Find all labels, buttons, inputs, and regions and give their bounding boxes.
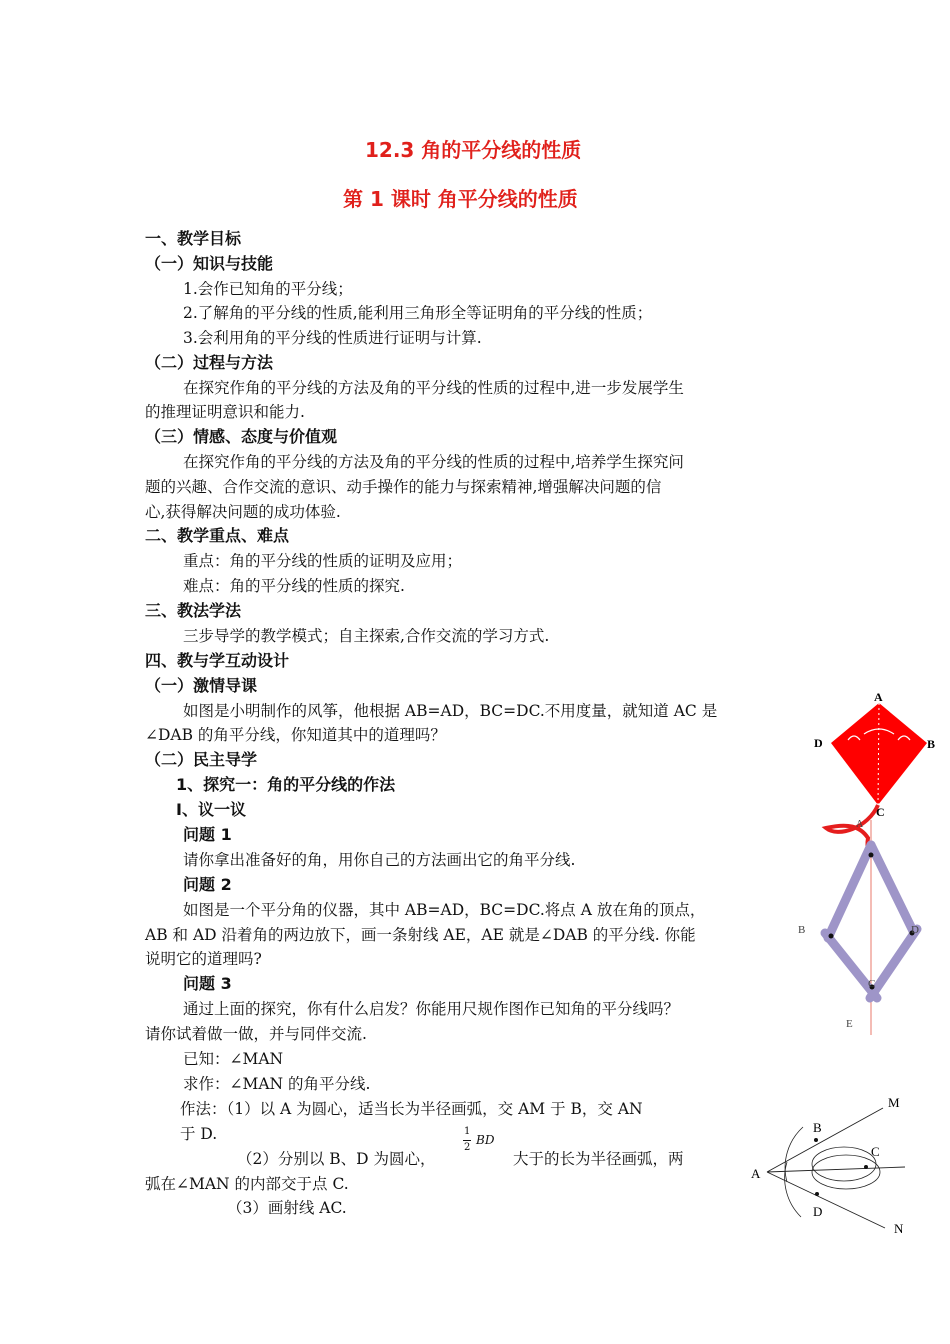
subsection-heading: （二）过程与方法: [145, 353, 274, 372]
paragraph-line: 请你拿出准备好的角，用你自己的方法画出它的角平分线.: [183, 851, 576, 869]
device-label-e: E: [846, 1018, 853, 1030]
paragraph-line: AB 和 AD 沿着角的两边放下，画一条射线 AE，AE 就是∠DAB 的平分线. 你能: [145, 926, 696, 944]
subsection-heading: （三）情感、态度与价值观: [145, 427, 338, 446]
kite-label-d: D: [814, 736, 823, 750]
arc-bd-left-2: [785, 1162, 801, 1217]
device-label-c: C: [868, 978, 876, 990]
paragraph-line: 通过上面的探究，你有什么启发？你能用尺规作图作已知角的平分线吗？: [183, 1000, 680, 1018]
page-title: 12.3 角的平分线的性质: [365, 138, 582, 162]
paragraph-line: 说明它的道理吗?: [145, 950, 262, 968]
bar-ad: [871, 845, 914, 933]
list-item: 1.会作已知角的平分线；: [183, 280, 353, 298]
ray-ac: [767, 1167, 905, 1172]
fraction-variable: BD: [476, 1133, 495, 1147]
paragraph-line: 的推理证明意识和能力.: [145, 403, 305, 421]
point-d: [815, 1192, 819, 1196]
pivot-a: [869, 853, 874, 858]
construction-figure: [745, 1092, 920, 1237]
pivot-b: [829, 934, 834, 939]
bar-ab: [828, 845, 871, 938]
section-heading-3: 三、教法学法: [145, 601, 242, 620]
method-line: 作法：（1）以 A 为圆心，适当长为半径画弧，交 AM 于 B，交 AN: [180, 1100, 643, 1118]
ray-am: [767, 1108, 883, 1172]
explore-heading: 1、探究一：角的平分线的作法: [176, 775, 396, 794]
arc-bd-left: [785, 1127, 803, 1182]
question-label: 问题 3: [183, 974, 232, 993]
construct-label-b: B: [813, 1120, 822, 1135]
known-line: 已知：∠MAN: [183, 1050, 284, 1068]
construct-label-c: C: [871, 1144, 880, 1159]
method-step-2-end: 弧在∠MAN 的内部交于点 C.: [145, 1175, 349, 1193]
method-step-2-cont: 大于的长为半径画弧，两: [513, 1150, 684, 1168]
kite-label-c: C: [876, 805, 885, 819]
paragraph-line: 如图是一个平分角的仪器，其中 AB=AD，BC=DC.将点 A 放在角的顶点，: [183, 901, 706, 919]
subsection-heading: （二）民主导学: [145, 750, 258, 769]
find-line: 求作：∠MAN 的角平分线.: [183, 1075, 371, 1093]
paragraph-line: 在探究作角的平分线的方法及角的平分线的性质的过程中,培养学生探究问: [183, 453, 684, 471]
subsection-heading: （一）知识与技能: [145, 254, 274, 273]
point-b: [814, 1138, 818, 1142]
section-heading-4: 四、教与学互动设计: [145, 651, 290, 670]
fraction-numerator: 1: [464, 1126, 471, 1137]
construct-label-a: A: [751, 1166, 761, 1181]
paragraph-line: 三步导学的教学模式；自主探索,合作交流的学习方式.: [183, 627, 550, 645]
method-line: 于 D.: [180, 1125, 218, 1143]
construct-label-d: D: [813, 1204, 823, 1219]
question-label: 问题 2: [183, 875, 232, 894]
page-subtitle: 第 1 课时 角平分线的性质: [343, 187, 578, 211]
section-heading-2: 二、教学重点、难点: [145, 526, 290, 545]
kite-label-b: B: [927, 737, 936, 751]
paragraph-line: 请你试着做一做，并与同伴交流.: [145, 1025, 367, 1043]
key-point: 重点：角的平分线的性质的证明及应用；: [183, 552, 463, 570]
paragraph-line: 如图是小明制作的风筝，他根据 AB=AD，BC=DC.不用度量，就知道 AC 是: [183, 702, 718, 720]
paragraph-line: 题的兴趣、合作交流的意识、动手操作的能力与探索精神,增强解决问题的信: [145, 478, 662, 496]
subsection-heading: （一）激情导课: [145, 676, 258, 695]
fraction-denominator: 2: [464, 1142, 471, 1153]
section-heading-1: 一、教学目标: [145, 229, 242, 248]
bar-dc: [870, 929, 917, 998]
device-label-a: A: [856, 819, 864, 830]
kite-label-a: A: [874, 690, 883, 704]
method-step-3: （3）画射线 AC.: [227, 1199, 347, 1217]
bisector-device-figure: [790, 815, 930, 1040]
construct-label-m: M: [888, 1095, 900, 1110]
discuss-heading: Ⅰ、议一议: [176, 800, 246, 819]
arc-from-d: [812, 1155, 880, 1189]
method-step-2: （2）分别以 B、D 为圆心，: [237, 1150, 436, 1168]
point-c: [864, 1165, 868, 1169]
device-label-d: D: [911, 924, 919, 936]
paragraph-line: 在探究作角的平分线的方法及角的平分线的性质的过程中,进一步发展学生: [183, 379, 684, 397]
paragraph-line: ∠DAB 的角平分线，你知道其中的道理吗？: [145, 726, 446, 744]
arc-from-b: [812, 1147, 876, 1181]
list-item: 3.会利用角的平分线的性质进行证明与计算.: [183, 329, 482, 347]
question-label: 问题 1: [183, 825, 232, 844]
device-label-b: B: [798, 924, 806, 936]
list-item: 2.了解角的平分线的性质,能利用三角形全等证明角的平分线的性质；: [183, 304, 653, 322]
fraction-bar: [463, 1140, 471, 1141]
difficult-point: 难点：角的平分线的性质的探究.: [183, 577, 405, 595]
paragraph-line: 心,获得解决问题的成功体验.: [145, 503, 341, 521]
construct-label-n: N: [894, 1221, 904, 1236]
